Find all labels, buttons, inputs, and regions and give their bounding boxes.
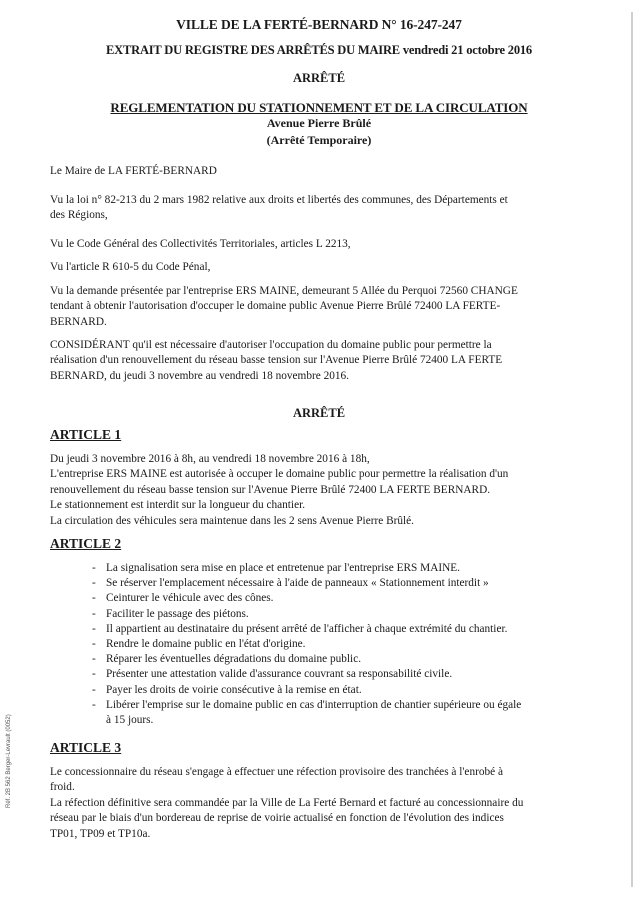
- text-line: Vu la loi n° 82-213 du 2 mars 1982 relative aux droits et libertés des communes, des Départements et: [50, 194, 508, 206]
- dash-bullet: -: [92, 698, 96, 711]
- text-line: réalisation d'un renouvellement du réseau basse tension sur l'Avenue Pierre Brûlé 72400 LA FERTE: [50, 354, 503, 367]
- list-item: [92, 698, 521, 713]
- list-item-text: Présenter une attestation valide d'assurance couvrant sa responsabilité civile.: [106, 668, 453, 681]
- list-item-text: Faciliter le passage des piétons.: [106, 607, 249, 620]
- dash-bullet: -: [92, 577, 96, 590]
- article-2-list: [92, 561, 521, 728]
- section-title-arrete: ARRÊTÉ: [292, 406, 346, 420]
- text-line: Le stationnement est interdit sur la longueur du chantier.: [50, 499, 306, 512]
- article-1-title: ARTICLE 1: [50, 427, 122, 442]
- margin-reference-note: Réf. 2B 562 Berger-Levrault (0052): [6, 714, 12, 808]
- dash-bullet: -: [92, 592, 96, 605]
- header-ville: VILLE DE LA FERTÉ-BERNARD N° 16-247-247: [176, 17, 462, 32]
- text-line: BERNARD.: [50, 315, 107, 328]
- text-line: réseau par le biais d'un bordereau de reprise de voirie actualisé en fonction de l'évolution des indices: [50, 812, 504, 825]
- list-item-text: Ceinturer le véhicule avec des cônes.: [106, 592, 274, 605]
- dash-bullet: -: [92, 622, 96, 635]
- dash-bullet: -: [92, 668, 96, 681]
- article-3-body: [50, 765, 570, 842]
- preamble-vu-article: Vu l'article R 610-5 du Code Pénal,: [50, 261, 211, 273]
- text-line: CONSIDÉRANT qu'il est nécessaire d'autoriser l'occupation du domaine public pour permettre la: [50, 339, 492, 351]
- list-item: [92, 652, 521, 667]
- text-line: Le concessionnaire du réseau s'engage à effectuer une réfection provisoire des tranchées à l'enrobé à: [50, 766, 504, 778]
- text-line: L'entreprise ERS MAINE est autorisée à occuper le domaine public pour permettre la réalisation d'un: [50, 468, 509, 481]
- list-item-text: Rendre le domaine public en l'état d'origine.: [106, 638, 306, 651]
- text-line: La réfection définitive sera commandée par la Ville de La Ferté Bernard et facturé au concessionnaire du: [50, 796, 524, 809]
- article-1-body: [50, 452, 570, 529]
- preamble-vu-demande: [50, 284, 570, 330]
- text-line: renouvellement du réseau basse tension sur l'Avenue Pierre Brûlé 72400 LA FERTE BERNARD.: [50, 483, 491, 496]
- dash-bullet: -: [92, 683, 96, 696]
- header-arrete: ARRÊTÉ: [292, 71, 346, 85]
- text-line: des Régions,: [50, 209, 108, 222]
- text-line: BERNARD, du jeudi 3 novembre au vendredi 18 novembre 2016.: [50, 369, 349, 382]
- list-item-text: La signalisation sera mise en place et entretenue par l'entreprise ERS MAINE.: [106, 562, 460, 574]
- text-line: tendant à obtenir l'autorisation d'occuper le domaine public Avenue Pierre Brûlé 72400 LA FERTE-: [50, 300, 501, 313]
- list-item-text: Payer les droits de voirie consécutive à la remise en état.: [106, 683, 362, 696]
- list-item: [92, 607, 521, 622]
- text-line: Du jeudi 3 novembre 2016 à 8h, au vendredi 18 novembre 2016 à 18h,: [50, 453, 370, 465]
- preamble-vu-loi: [50, 193, 570, 224]
- list-item-continuation: [92, 713, 521, 728]
- text-line: Vu la demande présentée par l'entreprise ERS MAINE, demeurant 5 Allée du Perquoi 72560 CHANGE: [50, 285, 518, 297]
- list-item: [92, 683, 521, 698]
- article-2-title: ARTICLE 2: [50, 536, 122, 551]
- preamble-vu-code: Vu le Code Général des Collectivités Territoriales, articles L 2213,: [50, 238, 351, 250]
- list-item-text: Il appartient au destinataire du présent arrêté de l'afficher à chaque extrémité du chantier.: [106, 622, 508, 635]
- text-line: froid.: [50, 781, 75, 794]
- preamble-maire: Le Maire de LA FERTÉ-BERNARD: [50, 165, 217, 177]
- header-temporaire: (Arrêté Temporaire): [266, 133, 372, 147]
- list-item-text: Libérer l'emprise sur le domaine public en cas d'interruption de chantier supérieure ou égale: [106, 698, 522, 711]
- list-item: [92, 576, 521, 591]
- dash-bullet: -: [92, 562, 96, 574]
- dash-bullet: -: [92, 653, 96, 666]
- list-item: [92, 637, 521, 652]
- list-item: [92, 667, 521, 682]
- dash-bullet: -: [92, 607, 96, 620]
- preamble-considerant: [50, 338, 570, 384]
- dash-bullet: -: [92, 638, 96, 651]
- text-line: La circulation des véhicules sera maintenue dans les 2 sens Avenue Pierre Brûlé.: [50, 514, 414, 527]
- list-item-text: Réparer les éventuelles dégradations du domaine public.: [106, 653, 362, 666]
- header-extrait: EXTRAIT DU REGISTRE DES ARRÊTÉS DU MAIRE vendredi 21 octobre 2016: [106, 43, 532, 57]
- text-line: TP01, TP09 et TP10a.: [50, 827, 151, 840]
- list-item: [92, 591, 521, 606]
- list-item: [92, 622, 521, 637]
- list-item-text: à 15 jours.: [106, 714, 154, 727]
- header-reglementation: REGLEMENTATION DU STATIONNEMENT ET DE LA CIRCULATION: [110, 100, 528, 115]
- header-avenue: Avenue Pierre Brûlé: [266, 116, 372, 130]
- article-3-title: ARTICLE 3: [50, 740, 122, 755]
- list-item: [92, 561, 521, 576]
- list-item-text: Se réserver l'emplacement nécessaire à l'aide de panneaux « Stationnement interdit »: [106, 577, 489, 590]
